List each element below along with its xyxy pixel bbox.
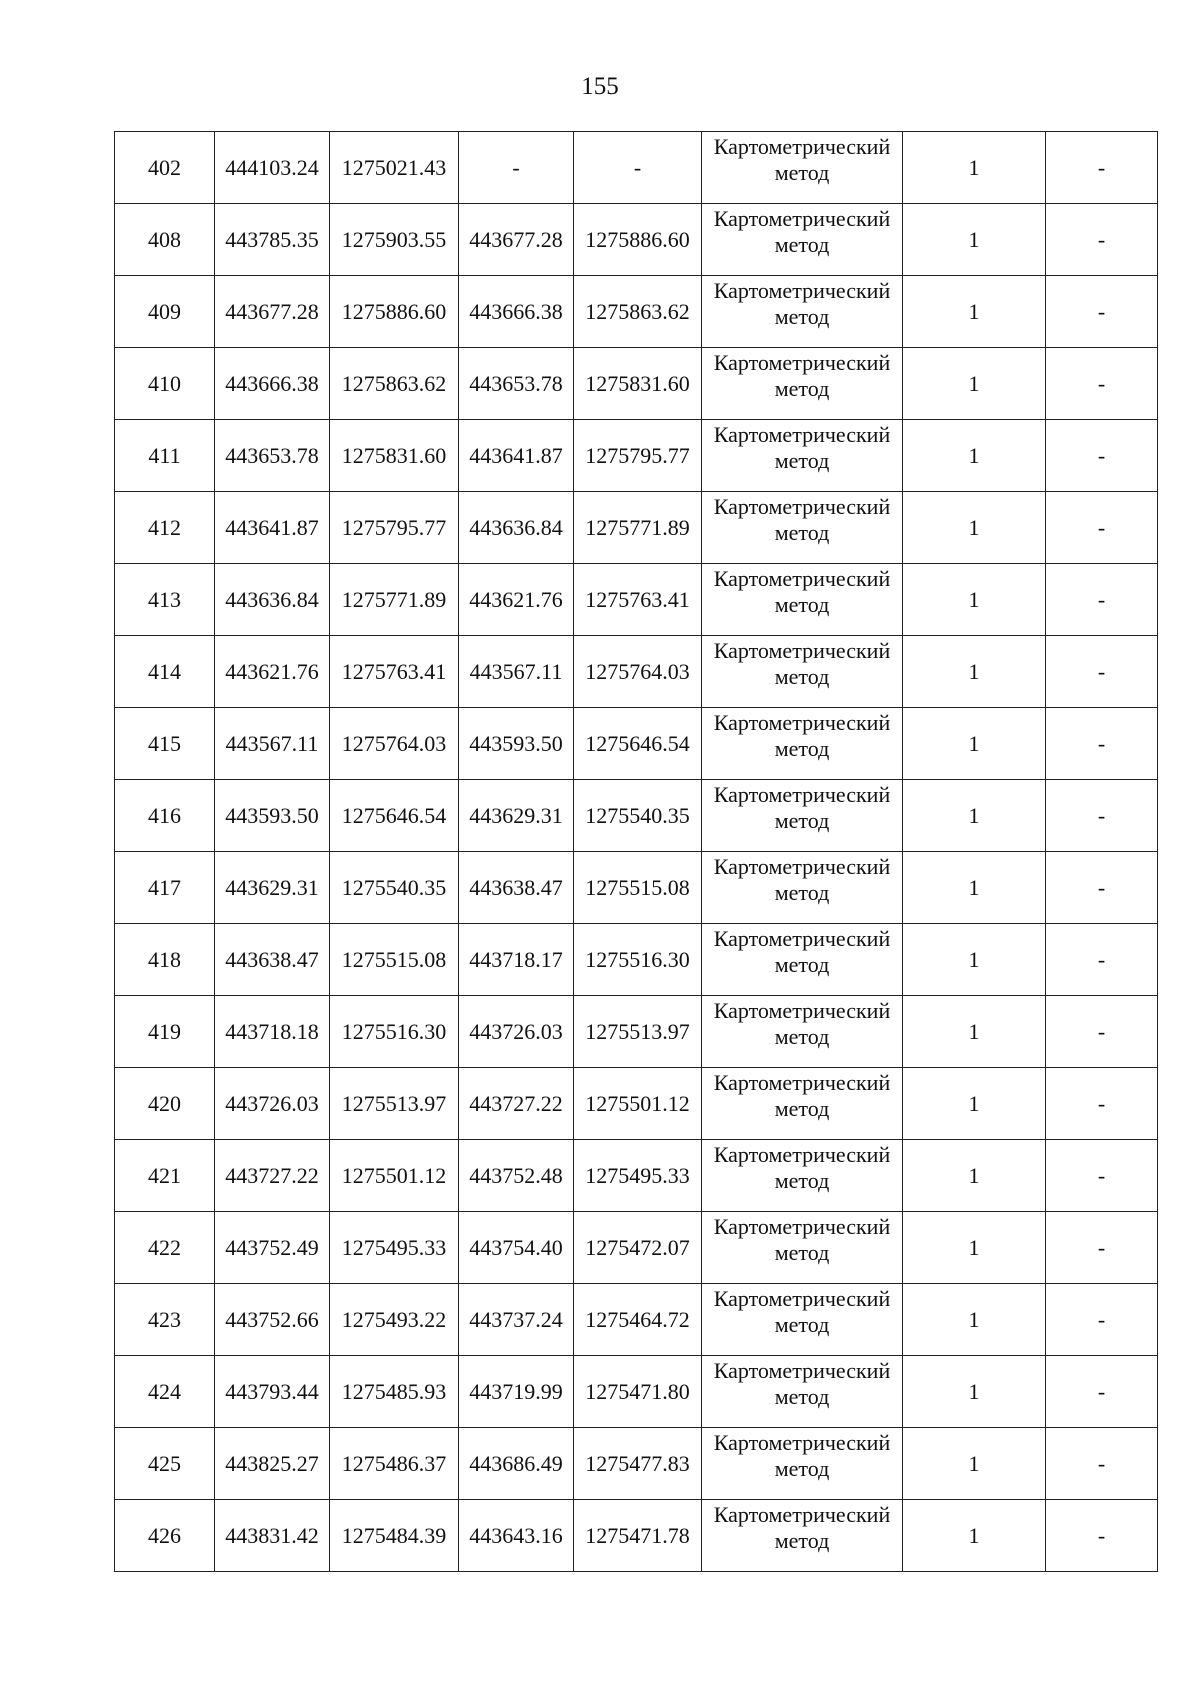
method-label-line1: Картометрический <box>713 350 891 375</box>
note-cell: - <box>1046 564 1158 636</box>
y-start-cell: 1275515.08 <box>330 924 459 996</box>
method-cell <box>702 780 903 852</box>
table-row <box>115 780 1158 852</box>
table-row <box>115 204 1158 276</box>
note-cell: - <box>1046 1284 1158 1356</box>
method-label-line2: метод <box>774 1456 830 1481</box>
note-cell: - <box>1046 1212 1158 1284</box>
x-end-cell: 443643.16 <box>459 1500 574 1572</box>
method-label-line1: Картометрический <box>713 1358 891 1383</box>
point-number-cell: 423 <box>115 1284 215 1356</box>
x-start-cell: 443727.22 <box>215 1140 330 1212</box>
x-start-cell: 443793.44 <box>215 1356 330 1428</box>
y-start-cell: 1275501.12 <box>330 1140 459 1212</box>
method-label-line1: Картометрический <box>713 206 891 231</box>
point-number-cell: 425 <box>115 1428 215 1500</box>
accuracy-cell: 1 <box>903 132 1046 204</box>
y-end-cell: 1275471.80 <box>574 1356 702 1428</box>
method-label-line2: метод <box>774 1528 830 1553</box>
point-number-cell: 426 <box>115 1500 215 1572</box>
accuracy-cell: 1 <box>903 492 1046 564</box>
note-cell: - <box>1046 420 1158 492</box>
y-end-cell: 1275472.07 <box>574 1212 702 1284</box>
method-cell <box>702 924 903 996</box>
y-end-cell: 1275831.60 <box>574 348 702 420</box>
x-start-cell: 444103.24 <box>215 132 330 204</box>
y-start-cell: 1275484.39 <box>330 1500 459 1572</box>
note-cell: - <box>1046 492 1158 564</box>
point-number-cell: 410 <box>115 348 215 420</box>
accuracy-cell: 1 <box>903 852 1046 924</box>
method-cell <box>702 276 903 348</box>
table-row <box>115 492 1158 564</box>
x-end-cell: 443666.38 <box>459 276 574 348</box>
y-end-cell: - <box>574 132 702 204</box>
x-end-cell: - <box>459 132 574 204</box>
method-label-line2: метод <box>774 880 830 905</box>
y-end-cell: 1275540.35 <box>574 780 702 852</box>
x-start-cell: 443653.78 <box>215 420 330 492</box>
method-label-line2: метод <box>774 304 830 329</box>
note-cell: - <box>1046 276 1158 348</box>
note-cell: - <box>1046 636 1158 708</box>
accuracy-cell: 1 <box>903 1428 1046 1500</box>
y-end-cell: 1275495.33 <box>574 1140 702 1212</box>
y-start-cell: 1275886.60 <box>330 276 459 348</box>
table-row <box>115 1212 1158 1284</box>
table-row <box>115 996 1158 1068</box>
y-end-cell: 1275516.30 <box>574 924 702 996</box>
y-end-cell: 1275646.54 <box>574 708 702 780</box>
accuracy-cell: 1 <box>903 924 1046 996</box>
method-cell <box>702 852 903 924</box>
method-cell <box>702 204 903 276</box>
x-start-cell: 443831.42 <box>215 1500 330 1572</box>
note-cell: - <box>1046 852 1158 924</box>
note-cell: - <box>1046 996 1158 1068</box>
method-cell <box>702 1140 903 1212</box>
y-end-cell: 1275515.08 <box>574 852 702 924</box>
x-start-cell: 443785.35 <box>215 204 330 276</box>
table-row <box>115 1140 1158 1212</box>
x-start-cell: 443752.66 <box>215 1284 330 1356</box>
note-cell: - <box>1046 1356 1158 1428</box>
x-start-cell: 443567.11 <box>215 708 330 780</box>
table-row <box>115 636 1158 708</box>
method-label-line2: метод <box>774 1096 830 1121</box>
y-start-cell: 1275540.35 <box>330 852 459 924</box>
accuracy-cell: 1 <box>903 1212 1046 1284</box>
method-label-line2: метод <box>774 376 830 401</box>
table-row <box>115 924 1158 996</box>
method-label-line1: Картометрический <box>713 710 891 735</box>
table-row <box>115 1284 1158 1356</box>
method-label-line2: метод <box>774 1168 830 1193</box>
coordinates-table <box>114 131 1158 1572</box>
method-label-line2: метод <box>774 448 830 473</box>
table-row <box>115 1500 1158 1572</box>
method-label-line1: Картометрический <box>713 422 891 447</box>
note-cell: - <box>1046 1500 1158 1572</box>
y-end-cell: 1275771.89 <box>574 492 702 564</box>
method-cell <box>702 996 903 1068</box>
table-row <box>115 420 1158 492</box>
table-row <box>115 276 1158 348</box>
x-end-cell: 443737.24 <box>459 1284 574 1356</box>
method-label-line2: метод <box>774 1312 830 1337</box>
accuracy-cell: 1 <box>903 636 1046 708</box>
method-label-line1: Картометрический <box>713 926 891 951</box>
point-number-cell: 417 <box>115 852 215 924</box>
method-label-line1: Картометрический <box>713 134 891 159</box>
point-number-cell: 415 <box>115 708 215 780</box>
point-number-cell: 408 <box>115 204 215 276</box>
y-end-cell: 1275477.83 <box>574 1428 702 1500</box>
y-start-cell: 1275771.89 <box>330 564 459 636</box>
point-number-cell: 409 <box>115 276 215 348</box>
method-label-line1: Картометрический <box>713 278 891 303</box>
page-number: 155 <box>581 73 619 100</box>
accuracy-cell: 1 <box>903 1356 1046 1428</box>
y-start-cell: 1275516.30 <box>330 996 459 1068</box>
x-end-cell: 443567.11 <box>459 636 574 708</box>
y-start-cell: 1275764.03 <box>330 708 459 780</box>
point-number-cell: 419 <box>115 996 215 1068</box>
point-number-cell: 412 <box>115 492 215 564</box>
x-end-cell: 443629.31 <box>459 780 574 852</box>
note-cell: - <box>1046 1140 1158 1212</box>
method-label-line2: метод <box>774 232 830 257</box>
x-end-cell: 443641.87 <box>459 420 574 492</box>
table-row <box>115 564 1158 636</box>
method-cell <box>702 1212 903 1284</box>
method-label-line1: Картометрический <box>713 1430 891 1455</box>
method-cell <box>702 1284 903 1356</box>
method-label-line1: Картометрический <box>713 998 891 1023</box>
point-number-cell: 418 <box>115 924 215 996</box>
accuracy-cell: 1 <box>903 996 1046 1068</box>
y-start-cell: 1275863.62 <box>330 348 459 420</box>
x-start-cell: 443677.28 <box>215 276 330 348</box>
note-cell: - <box>1046 1068 1158 1140</box>
y-start-cell: 1275513.97 <box>330 1068 459 1140</box>
x-end-cell: 443638.47 <box>459 852 574 924</box>
y-end-cell: 1275863.62 <box>574 276 702 348</box>
y-end-cell: 1275513.97 <box>574 996 702 1068</box>
x-start-cell: 443825.27 <box>215 1428 330 1500</box>
y-end-cell: 1275471.78 <box>574 1500 702 1572</box>
x-start-cell: 443621.76 <box>215 636 330 708</box>
x-end-cell: 443718.17 <box>459 924 574 996</box>
method-cell <box>702 1068 903 1140</box>
table-body <box>115 132 1158 1572</box>
method-label-line2: метод <box>774 520 830 545</box>
method-label-line1: Картометрический <box>713 1502 891 1527</box>
y-end-cell: 1275886.60 <box>574 204 702 276</box>
y-end-cell: 1275763.41 <box>574 564 702 636</box>
table-row <box>115 852 1158 924</box>
table-row <box>115 1356 1158 1428</box>
x-end-cell: 443636.84 <box>459 492 574 564</box>
y-start-cell: 1275763.41 <box>330 636 459 708</box>
y-start-cell: 1275495.33 <box>330 1212 459 1284</box>
method-label-line2: метод <box>774 1240 830 1265</box>
method-cell <box>702 132 903 204</box>
point-number-cell: 402 <box>115 132 215 204</box>
method-label-line1: Картометрический <box>713 782 891 807</box>
accuracy-cell: 1 <box>903 1068 1046 1140</box>
method-cell <box>702 1500 903 1572</box>
x-end-cell: 443686.49 <box>459 1428 574 1500</box>
method-label-line1: Картометрический <box>713 638 891 663</box>
x-end-cell: 443653.78 <box>459 348 574 420</box>
point-number-cell: 414 <box>115 636 215 708</box>
y-start-cell: 1275486.37 <box>330 1428 459 1500</box>
method-label-line2: метод <box>774 664 830 689</box>
point-number-cell: 421 <box>115 1140 215 1212</box>
method-label-line1: Картометрический <box>713 1214 891 1239</box>
x-start-cell: 443629.31 <box>215 852 330 924</box>
x-start-cell: 443752.49 <box>215 1212 330 1284</box>
point-number-cell: 411 <box>115 420 215 492</box>
method-label-line2: метод <box>774 1384 830 1409</box>
method-cell <box>702 420 903 492</box>
point-number-cell: 422 <box>115 1212 215 1284</box>
x-end-cell: 443593.50 <box>459 708 574 780</box>
x-end-cell: 443727.22 <box>459 1068 574 1140</box>
note-cell: - <box>1046 348 1158 420</box>
note-cell: - <box>1046 204 1158 276</box>
method-cell <box>702 1356 903 1428</box>
method-cell <box>702 708 903 780</box>
y-start-cell: 1275831.60 <box>330 420 459 492</box>
accuracy-cell: 1 <box>903 564 1046 636</box>
point-number-cell: 420 <box>115 1068 215 1140</box>
y-start-cell: 1275795.77 <box>330 492 459 564</box>
note-cell: - <box>1046 1428 1158 1500</box>
y-end-cell: 1275501.12 <box>574 1068 702 1140</box>
method-cell <box>702 636 903 708</box>
method-label-line1: Картометрический <box>713 566 891 591</box>
method-label-line2: метод <box>774 952 830 977</box>
method-label-line2: метод <box>774 736 830 761</box>
x-end-cell: 443677.28 <box>459 204 574 276</box>
method-label-line2: метод <box>774 160 830 185</box>
table-row <box>115 1068 1158 1140</box>
method-label-line2: метод <box>774 592 830 617</box>
x-end-cell: 443726.03 <box>459 996 574 1068</box>
x-end-cell: 443754.40 <box>459 1212 574 1284</box>
table-row <box>115 348 1158 420</box>
note-cell: - <box>1046 708 1158 780</box>
accuracy-cell: 1 <box>903 204 1046 276</box>
y-end-cell: 1275764.03 <box>574 636 702 708</box>
x-end-cell: 443719.99 <box>459 1356 574 1428</box>
x-start-cell: 443593.50 <box>215 780 330 852</box>
method-cell <box>702 564 903 636</box>
accuracy-cell: 1 <box>903 780 1046 852</box>
method-label-line1: Картометрический <box>713 854 891 879</box>
table-row <box>115 132 1158 204</box>
accuracy-cell: 1 <box>903 1140 1046 1212</box>
x-start-cell: 443726.03 <box>215 1068 330 1140</box>
y-start-cell: 1275646.54 <box>330 780 459 852</box>
accuracy-cell: 1 <box>903 1284 1046 1356</box>
method-label-line1: Картометрический <box>713 494 891 519</box>
x-start-cell: 443666.38 <box>215 348 330 420</box>
y-start-cell: 1275021.43 <box>330 132 459 204</box>
method-label-line1: Картометрический <box>713 1070 891 1095</box>
note-cell: - <box>1046 780 1158 852</box>
method-label-line2: метод <box>774 808 830 833</box>
accuracy-cell: 1 <box>903 708 1046 780</box>
y-end-cell: 1275464.72 <box>574 1284 702 1356</box>
table-row <box>115 708 1158 780</box>
x-end-cell: 443621.76 <box>459 564 574 636</box>
y-end-cell: 1275795.77 <box>574 420 702 492</box>
point-number-cell: 413 <box>115 564 215 636</box>
note-cell: - <box>1046 132 1158 204</box>
note-cell: - <box>1046 924 1158 996</box>
method-label-line1: Картометрический <box>713 1142 891 1167</box>
method-label-line1: Картометрический <box>713 1286 891 1311</box>
y-start-cell: 1275493.22 <box>330 1284 459 1356</box>
table-row <box>115 1428 1158 1500</box>
method-cell <box>702 1428 903 1500</box>
accuracy-cell: 1 <box>903 420 1046 492</box>
accuracy-cell: 1 <box>903 276 1046 348</box>
method-cell <box>702 348 903 420</box>
x-start-cell: 443636.84 <box>215 564 330 636</box>
x-end-cell: 443752.48 <box>459 1140 574 1212</box>
point-number-cell: 424 <box>115 1356 215 1428</box>
method-label-line2: метод <box>774 1024 830 1049</box>
y-start-cell: 1275903.55 <box>330 204 459 276</box>
point-number-cell: 416 <box>115 780 215 852</box>
y-start-cell: 1275485.93 <box>330 1356 459 1428</box>
x-start-cell: 443718.18 <box>215 996 330 1068</box>
accuracy-cell: 1 <box>903 348 1046 420</box>
method-cell <box>702 492 903 564</box>
x-start-cell: 443638.47 <box>215 924 330 996</box>
accuracy-cell: 1 <box>903 1500 1046 1572</box>
x-start-cell: 443641.87 <box>215 492 330 564</box>
